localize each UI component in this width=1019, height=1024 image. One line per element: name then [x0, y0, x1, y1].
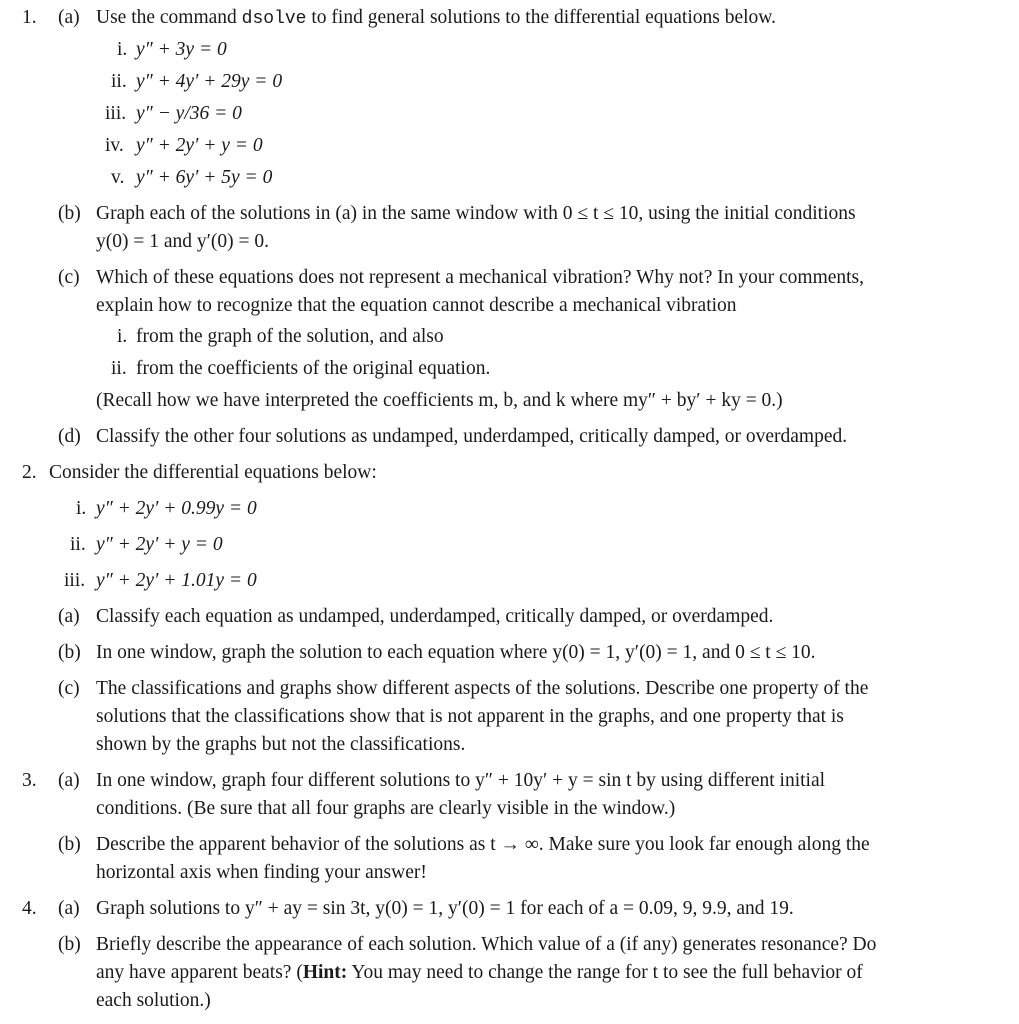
part-text-line: Which of these equations does not represent a mechanical vibration? Why not? In your comments,: [96, 267, 865, 288]
equation: y″ + 2y′ + 1.01y = 0: [96, 570, 257, 591]
part-text-line: each solution.): [96, 990, 211, 1011]
part-text-line: Graph solutions to y″ + ay = sin 3t, y(0) = 1, y′(0) = 1 for each of a = 0.09, 9, 9.9, and 19.: [96, 898, 794, 919]
hint-label: Hint:: [302, 962, 348, 983]
dsolve-command: dsolve: [241, 9, 307, 29]
item-label: i.: [76, 498, 87, 519]
part-label: (b): [58, 203, 81, 224]
part-text-line: The classifications and graphs show different aspects of the solutions. Describe one property of the: [96, 678, 869, 699]
part-text-line: horizontal axis when finding your answer!: [96, 862, 427, 883]
item-label: ii.: [70, 534, 86, 555]
part-text-line: shown by the graphs but not the classifications.: [96, 734, 466, 755]
part-text-line: explain how to recognize that the equation cannot describe a mechanical vibration: [96, 295, 737, 316]
equation: y″ + 3y = 0: [136, 39, 227, 60]
part-text-line: In one window, graph the solution to each equation where y(0) = 1, y′(0) = 1, and 0 ≤ t ≤ 10.: [96, 642, 816, 663]
recall-note: (Recall how we have interpreted the coefficients m, b, and k where my″ + by′ + ky = 0.): [96, 390, 783, 411]
problem-number: 4.: [22, 898, 37, 919]
item-label: iv.: [105, 135, 124, 156]
item-label: i.: [117, 39, 128, 60]
problem-number: 1.: [22, 7, 37, 28]
problem-intro: Consider the differential equations below:: [49, 462, 377, 483]
part-label: (a): [58, 898, 80, 919]
equation: y″ + 4y′ + 29y = 0: [136, 71, 283, 92]
part-label: (b): [58, 834, 81, 855]
part-text-line: In one window, graph four different solutions to y″ + 10y′ + y = sin t by using different initial: [96, 770, 826, 791]
part-text-line: Graph each of the solutions in (a) in the same window with 0 ≤ t ≤ 10, using the initial conditions: [96, 203, 856, 224]
equation: y″ − y/36 = 0: [136, 103, 242, 124]
part-label: (b): [58, 934, 81, 955]
item-text: from the graph of the solution, and also: [136, 326, 444, 347]
item-label: iii.: [105, 103, 127, 124]
equation: y″ + 2y′ + y = 0: [136, 135, 263, 156]
item-text: from the coefficients of the original equation.: [136, 358, 491, 379]
part-text-line: solutions that the classifications show that is not apparent in the graphs, and one property that is: [96, 706, 844, 727]
problem-number: 3.: [22, 770, 37, 791]
part-label: (c): [58, 267, 80, 288]
part-label: (c): [58, 678, 80, 699]
part-label: (a): [58, 770, 80, 791]
part-label: (a): [58, 7, 80, 28]
part-label: (a): [58, 606, 80, 627]
part-1a-text: Use the command dsolve to find general solutions to the differential equations below.: [96, 7, 776, 29]
equation: y″ + 2y′ + 0.99y = 0: [96, 498, 257, 519]
part-text-line: any have apparent beats? (Hint: You may need to change the range for t to see the full behavior of: [96, 962, 863, 983]
part-text-line: y(0) = 1 and y′(0) = 0.: [96, 231, 270, 252]
part-label: (d): [58, 426, 81, 447]
problem-number: 2.: [22, 462, 37, 483]
part-text-line: conditions. (Be sure that all four graphs are clearly visible in the window.): [96, 798, 676, 819]
part-text-line: Classify the other four solutions as undamped, underdamped, critically damped, or overdamped.: [96, 426, 848, 447]
item-label: iii.: [64, 570, 86, 591]
part-text-line: Classify each equation as undamped, underdamped, critically damped, or overdamped.: [96, 606, 774, 627]
item-label: ii.: [111, 358, 127, 379]
item-label: i.: [117, 326, 128, 347]
part-text-line: Briefly describe the appearance of each solution. Which value of a (if any) generates resonance? Do: [96, 934, 877, 955]
part-text-line: Describe the apparent behavior of the solutions as t → ∞. Make sure you look far enough along the: [96, 834, 870, 855]
item-label: ii.: [111, 71, 127, 92]
equation: y″ + 2y′ + y = 0: [96, 534, 223, 555]
item-label: v.: [111, 167, 125, 188]
equation: y″ + 6y′ + 5y = 0: [136, 167, 273, 188]
part-label: (b): [58, 642, 81, 663]
